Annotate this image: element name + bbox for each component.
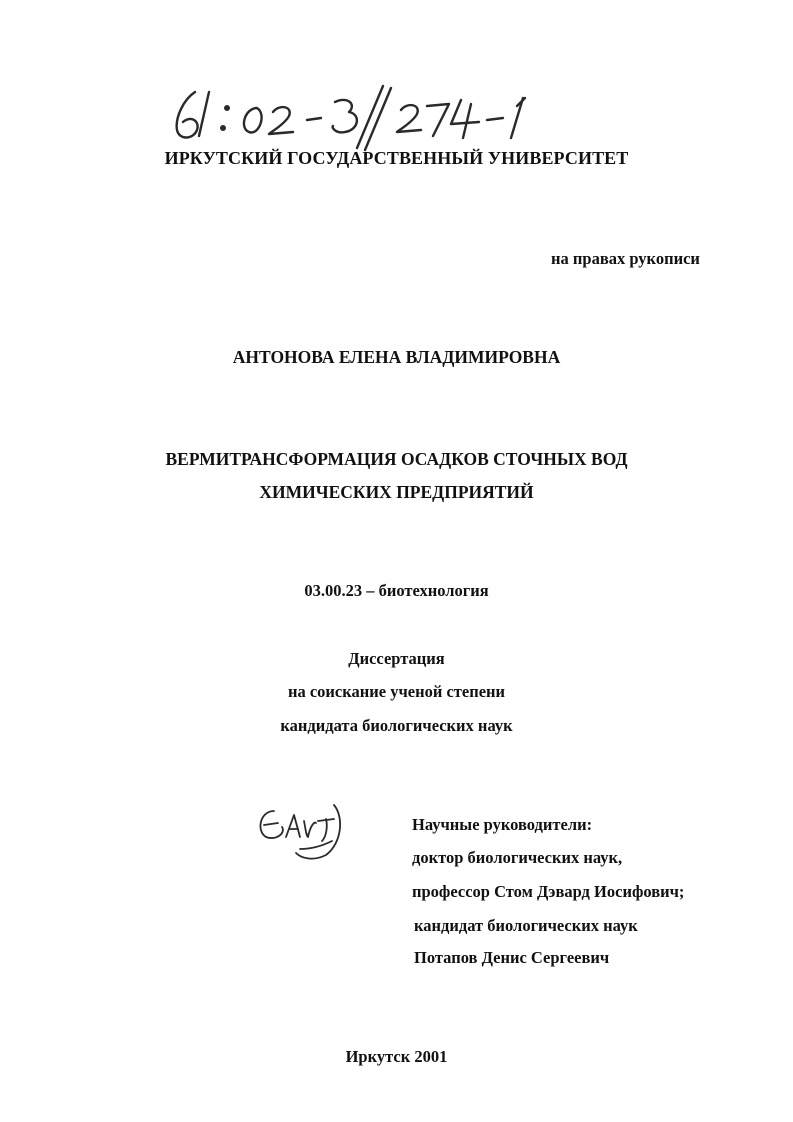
supervisor-2-name: Потапов Денис Сергеевич xyxy=(414,948,610,967)
dissertation-degree-line-1: на соискание ученой степени xyxy=(287,682,506,701)
manuscript-rights-note: на правах рукописи xyxy=(551,249,700,268)
city-and-year: Иркутск 2001 xyxy=(345,1047,448,1066)
supervisor-2-degree: кандидат биологических наук xyxy=(414,916,638,935)
university-name: ИРКУТСКИЙ ГОСУДАРСТВЕННЫЙ УНИВЕРСИТЕТ xyxy=(164,148,629,168)
specialty-code: 03.00.23 – биотехнология xyxy=(304,581,489,600)
supervisors-heading: Научные руководители: xyxy=(412,815,593,834)
supervisor-1-name: профессор Стом Дэвард Иосифович; xyxy=(412,882,685,901)
archive-number-handwriting xyxy=(165,78,545,156)
thesis-title-line-2: ХИМИЧЕСКИХ ПРЕДПРИЯТИЙ xyxy=(259,482,534,502)
thesis-title-line-1: ВЕРМИТРАНСФОРМАЦИЯ ОСАДКОВ СТОЧНЫХ ВОД xyxy=(165,449,628,469)
supervisor-1-degree: доктор биологических наук, xyxy=(412,848,623,867)
author-name: АНТОНОВА ЕЛЕНА ВЛАДИМИРОВНА xyxy=(232,347,561,367)
dissertation-type: Диссертация xyxy=(348,649,445,668)
signature xyxy=(252,797,348,865)
dissertation-degree-line-2: кандидата биологических наук xyxy=(280,716,513,735)
